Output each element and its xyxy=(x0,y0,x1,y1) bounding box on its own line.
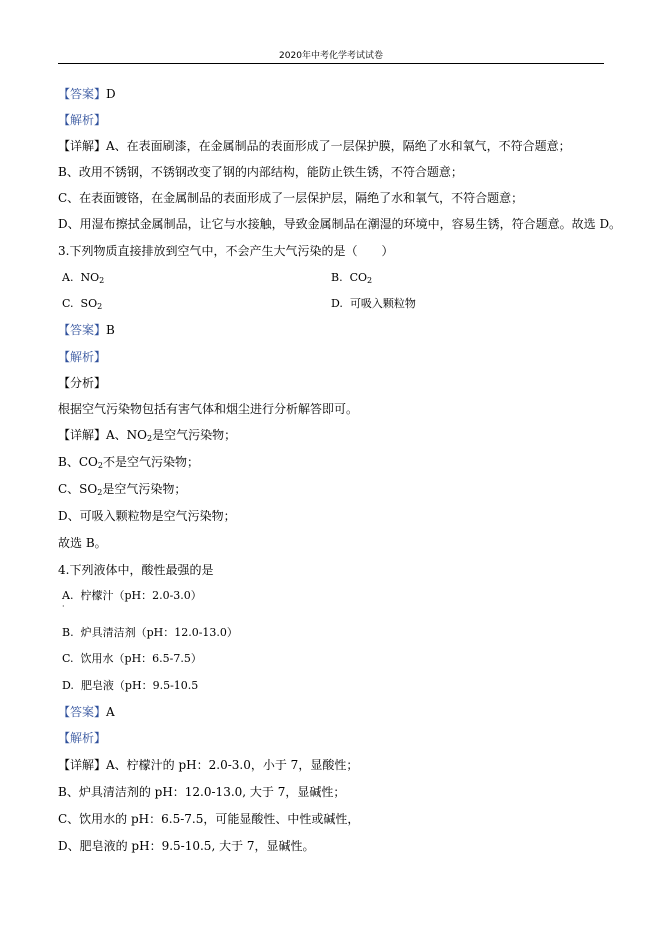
detail-text: 是空气污染物； xyxy=(152,428,237,442)
q3-question: 3.下列物质直接排放到空气中，不会产生大气污染的是（ ） xyxy=(58,244,394,258)
q2-analysis-tag: 【解析】 xyxy=(58,113,107,127)
subscript: 2 xyxy=(97,488,103,497)
q4-option-c xyxy=(62,651,202,667)
q3-option-d xyxy=(331,296,416,312)
q3-analysis-tag: 【解析】 xyxy=(58,350,107,364)
stray-mark: · xyxy=(62,602,65,611)
option-label: A. xyxy=(62,589,74,602)
q4-analysis-tag: 【解析】 xyxy=(58,731,107,745)
option-label: A. xyxy=(62,271,74,284)
q2-detail-c: C、在表面镀铬，在金属制品的表面形成了一层保护层，隔绝了水和氧气，不符合题意； xyxy=(58,191,524,205)
q2-answer: D xyxy=(106,87,116,101)
q2-detail-d: D、用湿布擦拭金属制品，让它与水接触，导致金属制品在潮湿的环境中，容易生锈，符合题意。故选 D。 xyxy=(58,217,622,231)
detail-text: A、柠檬汁的 pH：2.0-3.0，小于 7，显酸性； xyxy=(106,758,359,772)
page-header: 2020年中考化学考试试卷 xyxy=(279,51,383,61)
q3-option-a xyxy=(62,270,104,286)
q4-option-b xyxy=(62,625,238,641)
q4-option-a xyxy=(62,588,202,604)
q4-question: 4.下列液体中，酸性最强的是 xyxy=(58,563,214,577)
q2-answer-line xyxy=(58,86,116,102)
option-text: 饮用水（pH：6.5-7.5） xyxy=(80,652,202,665)
option-label: B. xyxy=(331,271,343,284)
option-text: 炉具清洁剂（pH：12.0-13.0） xyxy=(80,626,238,639)
q4-detail-a xyxy=(58,757,358,773)
answer-tag: 【答案】 xyxy=(58,323,107,337)
detail-tag: 【详解】 xyxy=(58,758,107,772)
q2-detail-a-text: A、在表面刷漆，在金属制品的表面形成了一层保护膜，隔绝了水和氧气，不符合题意； xyxy=(106,139,571,153)
detail-text: 不是空气污染物； xyxy=(102,455,199,469)
subscript: 2 xyxy=(147,434,153,443)
option-text: 柠檬汁（pH：2.0-3.0） xyxy=(80,589,202,602)
q3-detail-c xyxy=(58,481,186,497)
q3-option-b xyxy=(331,270,372,286)
q3-fenxi-text: 根据空气污染物包括有害气体和烟尘进行分析解答即可。 xyxy=(58,402,359,416)
option-label: C. xyxy=(62,297,74,310)
q2-detail-a xyxy=(58,138,571,154)
option-text: NO xyxy=(80,271,100,284)
option-text: CO xyxy=(349,271,368,284)
q2-detail-b: B、改用不锈钢，不锈钢改变了钢的内部结构，能防止铁生锈，不符合题意； xyxy=(58,165,463,179)
q4-detail-d: D、肥皂液的 pH：9.5-10.5, 大于 7，显碱性。 xyxy=(58,839,315,853)
detail-text: 是空气污染物； xyxy=(102,482,187,496)
answer-tag: 【答案】 xyxy=(58,87,107,101)
answer-tag: 【答案】 xyxy=(58,705,107,719)
q3-fenxi-tag: 【分析】 xyxy=(58,376,107,390)
q3-answer-line xyxy=(58,322,115,338)
subscript: 2 xyxy=(99,276,105,285)
subscript: 2 xyxy=(97,302,103,311)
q3-conclusion: 故选 B。 xyxy=(58,536,107,550)
q3-detail-d: D、可吸入颗粒物是空气污染物； xyxy=(58,509,236,523)
q4-detail-c: C、饮用水的 pH：6.5-7.5，可能显酸性、中性或碱性， xyxy=(58,812,360,826)
q4-answer: A xyxy=(106,705,115,719)
q3-detail-b xyxy=(58,454,199,470)
q3-answer: B xyxy=(106,323,115,337)
subscript: 2 xyxy=(97,461,103,470)
detail-tag: 【详解】 xyxy=(58,428,107,442)
detail-text: A、NO xyxy=(106,428,148,442)
option-text: 肥皂液（pH：9.5-10.5 xyxy=(80,679,199,692)
option-label: D. xyxy=(331,297,343,310)
option-label: C. xyxy=(62,652,74,665)
option-label: D. xyxy=(62,679,74,692)
header-rule xyxy=(58,63,604,64)
option-text: SO xyxy=(80,297,98,310)
q3-detail-a xyxy=(58,427,236,443)
option-label: B. xyxy=(62,626,74,639)
detail-text: B、CO xyxy=(58,455,98,469)
detail-text: C、SO xyxy=(58,482,98,496)
q4-detail-b: B、炉具清洁剂的 pH：12.0-13.0, 大于 7，显碱性； xyxy=(58,785,346,799)
option-text: 可吸入颗粒物 xyxy=(349,297,416,310)
q3-option-c xyxy=(62,296,102,312)
subscript: 2 xyxy=(367,276,373,285)
detail-tag: 【详解】 xyxy=(58,139,107,153)
q4-answer-line xyxy=(58,704,115,720)
q4-option-d xyxy=(62,678,198,694)
